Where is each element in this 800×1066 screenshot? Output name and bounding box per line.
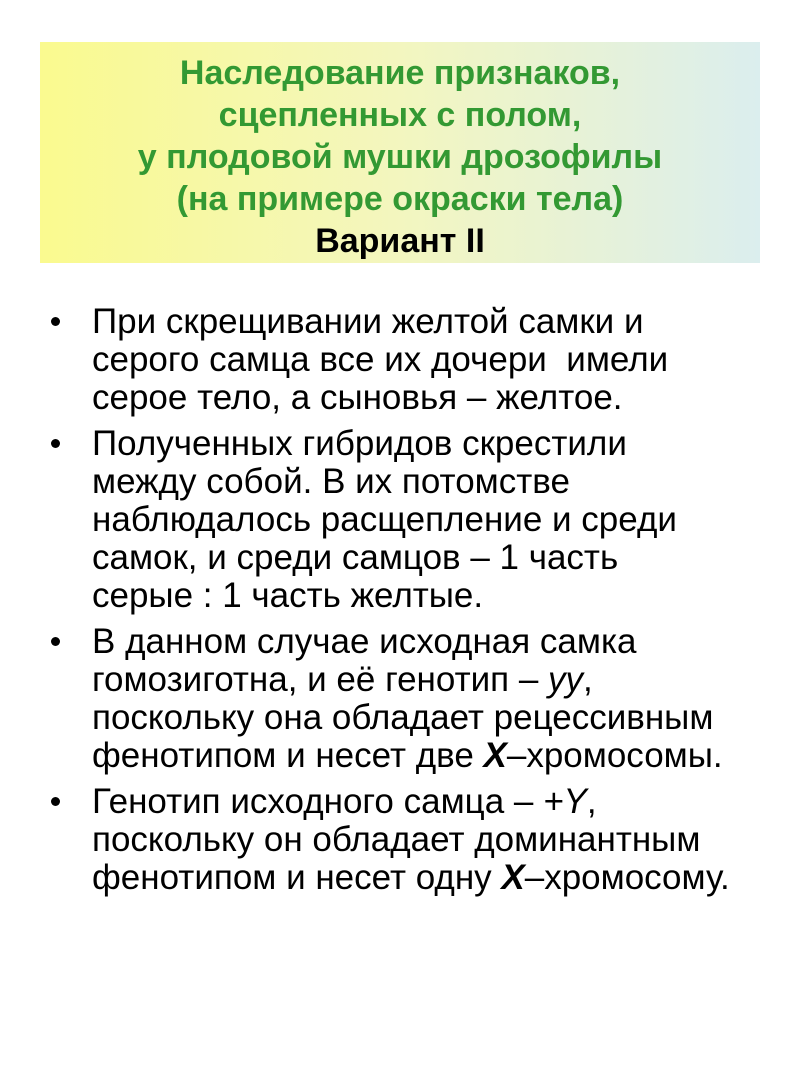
bullet-item-1: [0, 303, 800, 417]
text-segment: yy: [548, 660, 584, 699]
bullet-text-line: [92, 341, 800, 379]
text-segment: Генотип исходного самца –: [92, 782, 544, 821]
title-line-4: (на примере окраски тела): [176, 180, 624, 218]
title-line-1: Наследование признаков,: [179, 54, 621, 92]
bullet-text-line: [92, 821, 800, 859]
text-segment: Полученных гибридов скрестили: [92, 424, 627, 463]
title-banner: [40, 42, 760, 263]
bullet-text-line: [92, 661, 800, 699]
text-segment: X: [501, 858, 525, 897]
text-segment: –хромосомы.: [506, 736, 723, 775]
text-segment: серого самца все их дочери имели: [92, 340, 669, 379]
bullet-text-line: [92, 539, 800, 577]
bullet-text-line: [92, 623, 800, 661]
text-segment: ,: [586, 782, 597, 821]
text-segment: +Y: [543, 782, 587, 821]
bullet-text-line: [92, 577, 800, 615]
bullet-dot-icon: [51, 637, 60, 646]
bullet-item-2: [0, 425, 800, 615]
text-segment: ,: [583, 660, 593, 699]
bullet-text-line: [92, 737, 800, 775]
text-segment: между собой. В их потомстве: [92, 462, 570, 501]
variant-label: Вариант II: [315, 222, 485, 260]
bullet-text-line: [92, 699, 800, 737]
bullet-item-3: [0, 623, 800, 775]
bullet-text-line: [92, 379, 800, 417]
bullet-dot-icon: [51, 439, 60, 448]
text-segment: серые : 1 часть желтые.: [92, 576, 484, 615]
text-segment: гомозиготна, и её генотип –: [92, 660, 549, 699]
bullet-list: [0, 303, 800, 905]
text-segment: серое тело, а сыновья – желтое.: [92, 378, 623, 417]
bullet-item-4: [0, 783, 800, 897]
bullet-text-line: [92, 425, 800, 463]
bullet-text-line: [92, 783, 800, 821]
text-segment: самок, и среди самцов – 1 часть: [92, 538, 619, 577]
text-segment: поскольку она обладает рецессивным: [92, 698, 714, 737]
text-segment: наблюдалось расщепление и среди: [92, 500, 677, 539]
text-segment: При скрещивании желтой самки и: [92, 302, 644, 341]
bullet-text-line: [92, 463, 800, 501]
text-segment: В данном случае исходная самка: [92, 622, 637, 661]
bullet-text-line: [92, 501, 800, 539]
bullet-dot-icon: [51, 797, 60, 806]
text-segment: фенотипом и несет две: [92, 736, 484, 775]
title-line-2: сцепленных с полом,: [218, 96, 582, 134]
title-line-3: у плодовой мушки дрозофилы: [137, 138, 663, 176]
text-segment: фенотипом и несет одну: [92, 858, 502, 897]
text-segment: X: [483, 736, 507, 775]
bullet-text-line: [92, 859, 800, 897]
text-segment: поскольку он обладает доминантным: [92, 820, 701, 859]
text-segment: –хромосому.: [524, 858, 730, 897]
bullet-text-line: [92, 303, 800, 341]
bullet-dot-icon: [51, 317, 60, 326]
